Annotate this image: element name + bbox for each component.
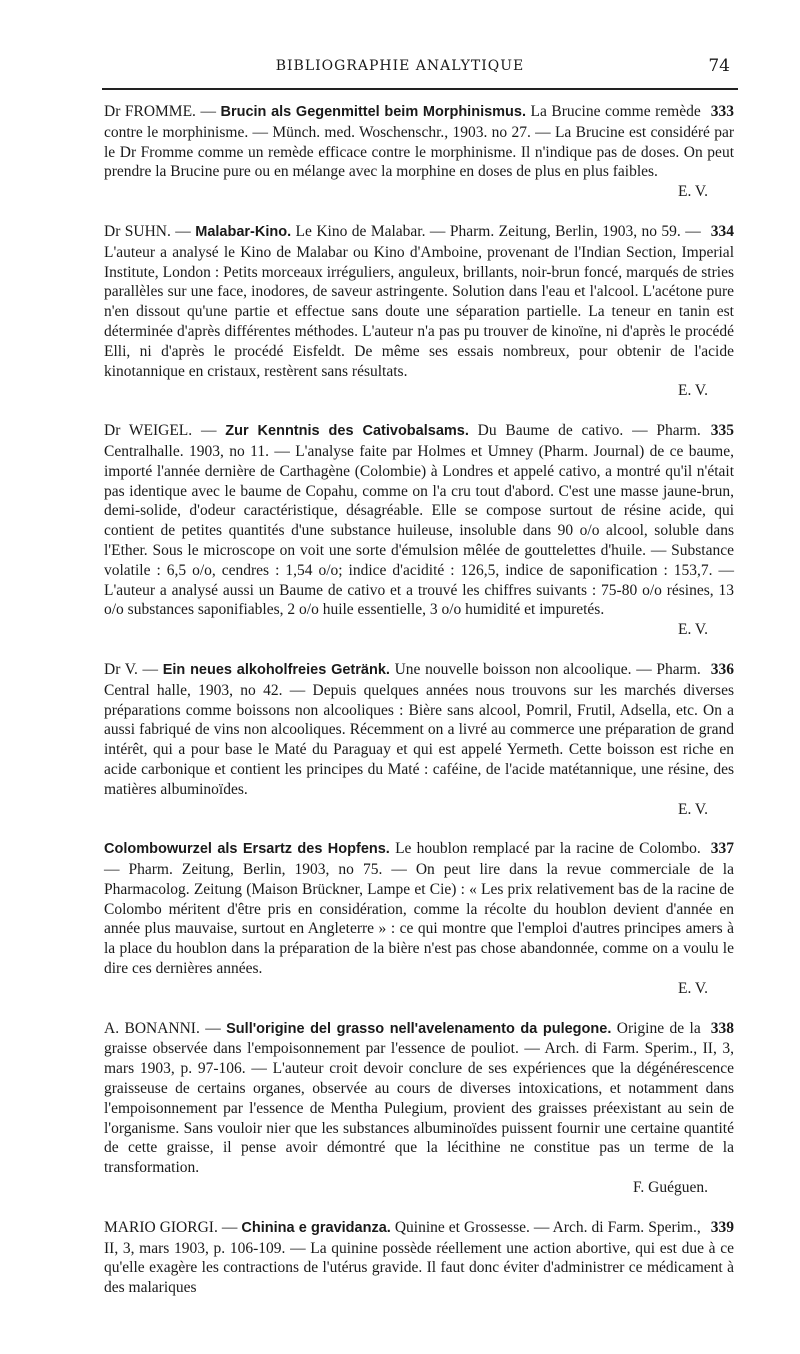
entry-title: Sull'origine del grasso nell'avelenamento da pulegone.: [226, 1020, 612, 1037]
entry-paragraph: [104, 1019, 734, 1178]
entry-number: 337: [710, 840, 734, 858]
entry-text: La Brucine comme remède contre le morphinisme. — Münch. med. Woschenschr., 1903. no 27. — La Brucine est considéré par le Dr Fromme comme un remède efficace contre le morphinisme. Il n'indique pas de doses. On peut prendre la Brucine pure ou en mélange avec la morphine en doses de plus en plus faibles.: [104, 103, 734, 181]
entry-number: 333: [710, 103, 734, 120]
entry-text: Une nouvelle boisson non alcoolique. — Pharm. Central halle, 1903, no 42. — Depuis quelques années nous trouvons sur les marchés diverses préparations comme boissons non alcooliques : Bière sans alcool, Pomril, Frutil, Adsella, etc. On a aussi fabriqué de vins non alcooliques. Récemment on a livré au commerce une préparation de grand intérêt, qui a pour base le Maté du Paraguay et qui est appelé Yermeth. Cette boisson est riche en acide carbonique et contient les principes du Maté : caféine, de l'acide matétannique, une résine, des matières albuminoïdes.: [104, 660, 734, 798]
entry-title: Colombowurzel als Ersartz des Hopfens.: [104, 841, 390, 858]
entry-number: 336: [710, 660, 734, 678]
entry-337: [104, 839, 734, 998]
entry-author: A. BONANNI. —: [104, 1019, 227, 1037]
running-header-title: BIBLIOGRAPHIE ANALYTIQUE: [275, 58, 525, 74]
entry-number: 339: [710, 1218, 734, 1236]
entry-signature: E. V.: [677, 979, 708, 997]
entry-author: MARIO GIORGI. —: [104, 1218, 242, 1236]
entry-333: [104, 102, 734, 202]
entry-title: Brucin als Gegenmittel beim Morphinismus.: [220, 104, 527, 120]
entry-paragraph: [104, 1218, 734, 1298]
header-rule: [102, 88, 738, 90]
entry-334: [104, 222, 734, 401]
entry-paragraph: [104, 839, 734, 979]
entry-number: 338: [710, 1019, 734, 1037]
entry-author: Dr V. —: [104, 660, 163, 678]
entry-signature: E. V.: [677, 183, 708, 201]
entry-text: Origine de la graisse observée dans l'empoisonnement par l'essence de pouliot. — Arch. di Farm. Sperim., II, 3, mars 1903, p. 97-106. — L'auteur croit devoir conclure de ses expériences que la dégénérescence graisseuse de certains organes, observée au cours de diverses intoxications, et notamment dans l'empoisonnement par l'essence de Mentha Pulegium, provient des graisses préexistant au sein de l'organisme. Sans vouloir nier que les substances albuminoïdes puissent fournir une certaine quantité de cette graisse, il pense avoir démontré que la lécithine ne constitue pas un terme de la transformation.: [104, 1019, 734, 1177]
page-number: 74: [708, 56, 730, 76]
entry-text: Le Kino de Malabar. — Pharm. Zeitung, Berlin, 1903, no 59. — L'auteur a analysé le Kino de Malabar ou Kino d'Amboine, provenant de l'Indian Section, Imperial Institute, London : Petits morceaux irréguliers, anguleux, brillants, noir-brun foncé, marqués de stries parallèles sur une face, inodores, de saveur astringente. Solution dans l'eau et l'alcool. L'acétone pure n'en dissout qu'une partie et effectue sans doute une séparation partielle. La teneur en tanin est déterminée d'après différentes méthodes. L'auteur n'a pas pu trouver de kinoïne, ni d'après le procédé Elli, ni d'après le procédé Eisfeldt. De même ses essais nombreux, pour obtenir de l'acide kinotannique en cristaux, restèrent sans résultats.: [104, 222, 734, 380]
entry-signature: F. Guéguen.: [633, 1179, 708, 1197]
entry-text: Du Baume de cativo. — Pharm. Centralhalle. 1903, no 11. — L'analyse faite par Holmes et Umney (Pharm. Journal) de ce baume, importé l'année dernière de Carthagène (Colombie) à Londres et appelé cativo, a montré qu'il n'était pas identique avec le baume de Copahu, comme on l'a cru tout d'abord. C'est une masse jaune-brun, demi-solide, d'odeur caractéristique, désagréable. Elle se compose surtout de résine acide, qui contient de petites quantités d'une substance huileuse, insoluble dans 90 o/o alcool, soluble dans l'Ether. Sous le microscope on voit une sorte d'émulsion mêlée de gouttelettes d'huile. — Substance volatile : 6,5 o/o, cendres : 1,54 o/o; indice d'acidité : 126,5, indice de saponification : 153,7. — L'auteur a analysé aussi un Baume de cativo et a trouvé les chiffres suivants : 75-80 o/o résines, 13 o/o substances saponifiables, 2 o/o huile essentielle, 3 o/o humidité et impuretés.: [104, 422, 734, 619]
entry-paragraph: [104, 421, 734, 620]
bibliography-body: [104, 102, 734, 1318]
entry-title: Ein neues alkoholfreies Getränk.: [162, 661, 390, 678]
entry-paragraph: [104, 102, 734, 182]
entry-author: Dr SUHN. —: [104, 222, 196, 240]
entry-paragraph: [104, 222, 734, 381]
entry-title: Chinina e gravidanza.: [241, 1219, 391, 1236]
entry-338: [104, 1019, 734, 1198]
entry-signature: E. V.: [677, 382, 708, 400]
entry-336: [104, 660, 734, 819]
entry-author: Dr WEIGEL. —: [104, 422, 226, 440]
entry-title: Malabar-Kino.: [195, 223, 292, 240]
entry-text: Le houblon remplacé par la racine de Colombo. — Pharm. Zeitung, Berlin, 1903, no 75. — On peut lire dans la revue commerciale de la Pharmacolog. Zeitung (Maison Brückner, Lampe et Cie) : « Les prix relativement bas de la racine de Colombo méritent d'être pris en considération, comme la récolte du houblon devient d'année en année plus mauvaise, surtout en Angleterre » : ce qui montre que l'emploi d'autres principes amers à la place du houblon dans la préparation de la bière n'est pas chose abandonnée, comme on a voulu le dire ces dernières années.: [104, 840, 734, 978]
entry-text: Quinine et Grossesse. — Arch. di Farm. Sperim., II, 3, mars 1903, p. 106-109. — La quinine possède réellement une action abortive, qui est due à ce qu'elle exagère les contractions de l'utérus gravide. Il faut donc éviter d'administrer ce médicament à des malariques: [104, 1218, 734, 1297]
entry-signature: E. V.: [677, 621, 708, 639]
entry-title: Zur Kenntnis des Cativobalsams.: [225, 423, 469, 440]
entry-paragraph: [104, 660, 734, 800]
entry-number: 335: [710, 422, 734, 440]
entry-335: [104, 421, 734, 640]
entry-number: 334: [710, 222, 734, 240]
entry-339: [104, 1218, 734, 1298]
entry-signature: E. V.: [677, 800, 708, 818]
entry-author: Dr FROMME. —: [104, 103, 221, 120]
